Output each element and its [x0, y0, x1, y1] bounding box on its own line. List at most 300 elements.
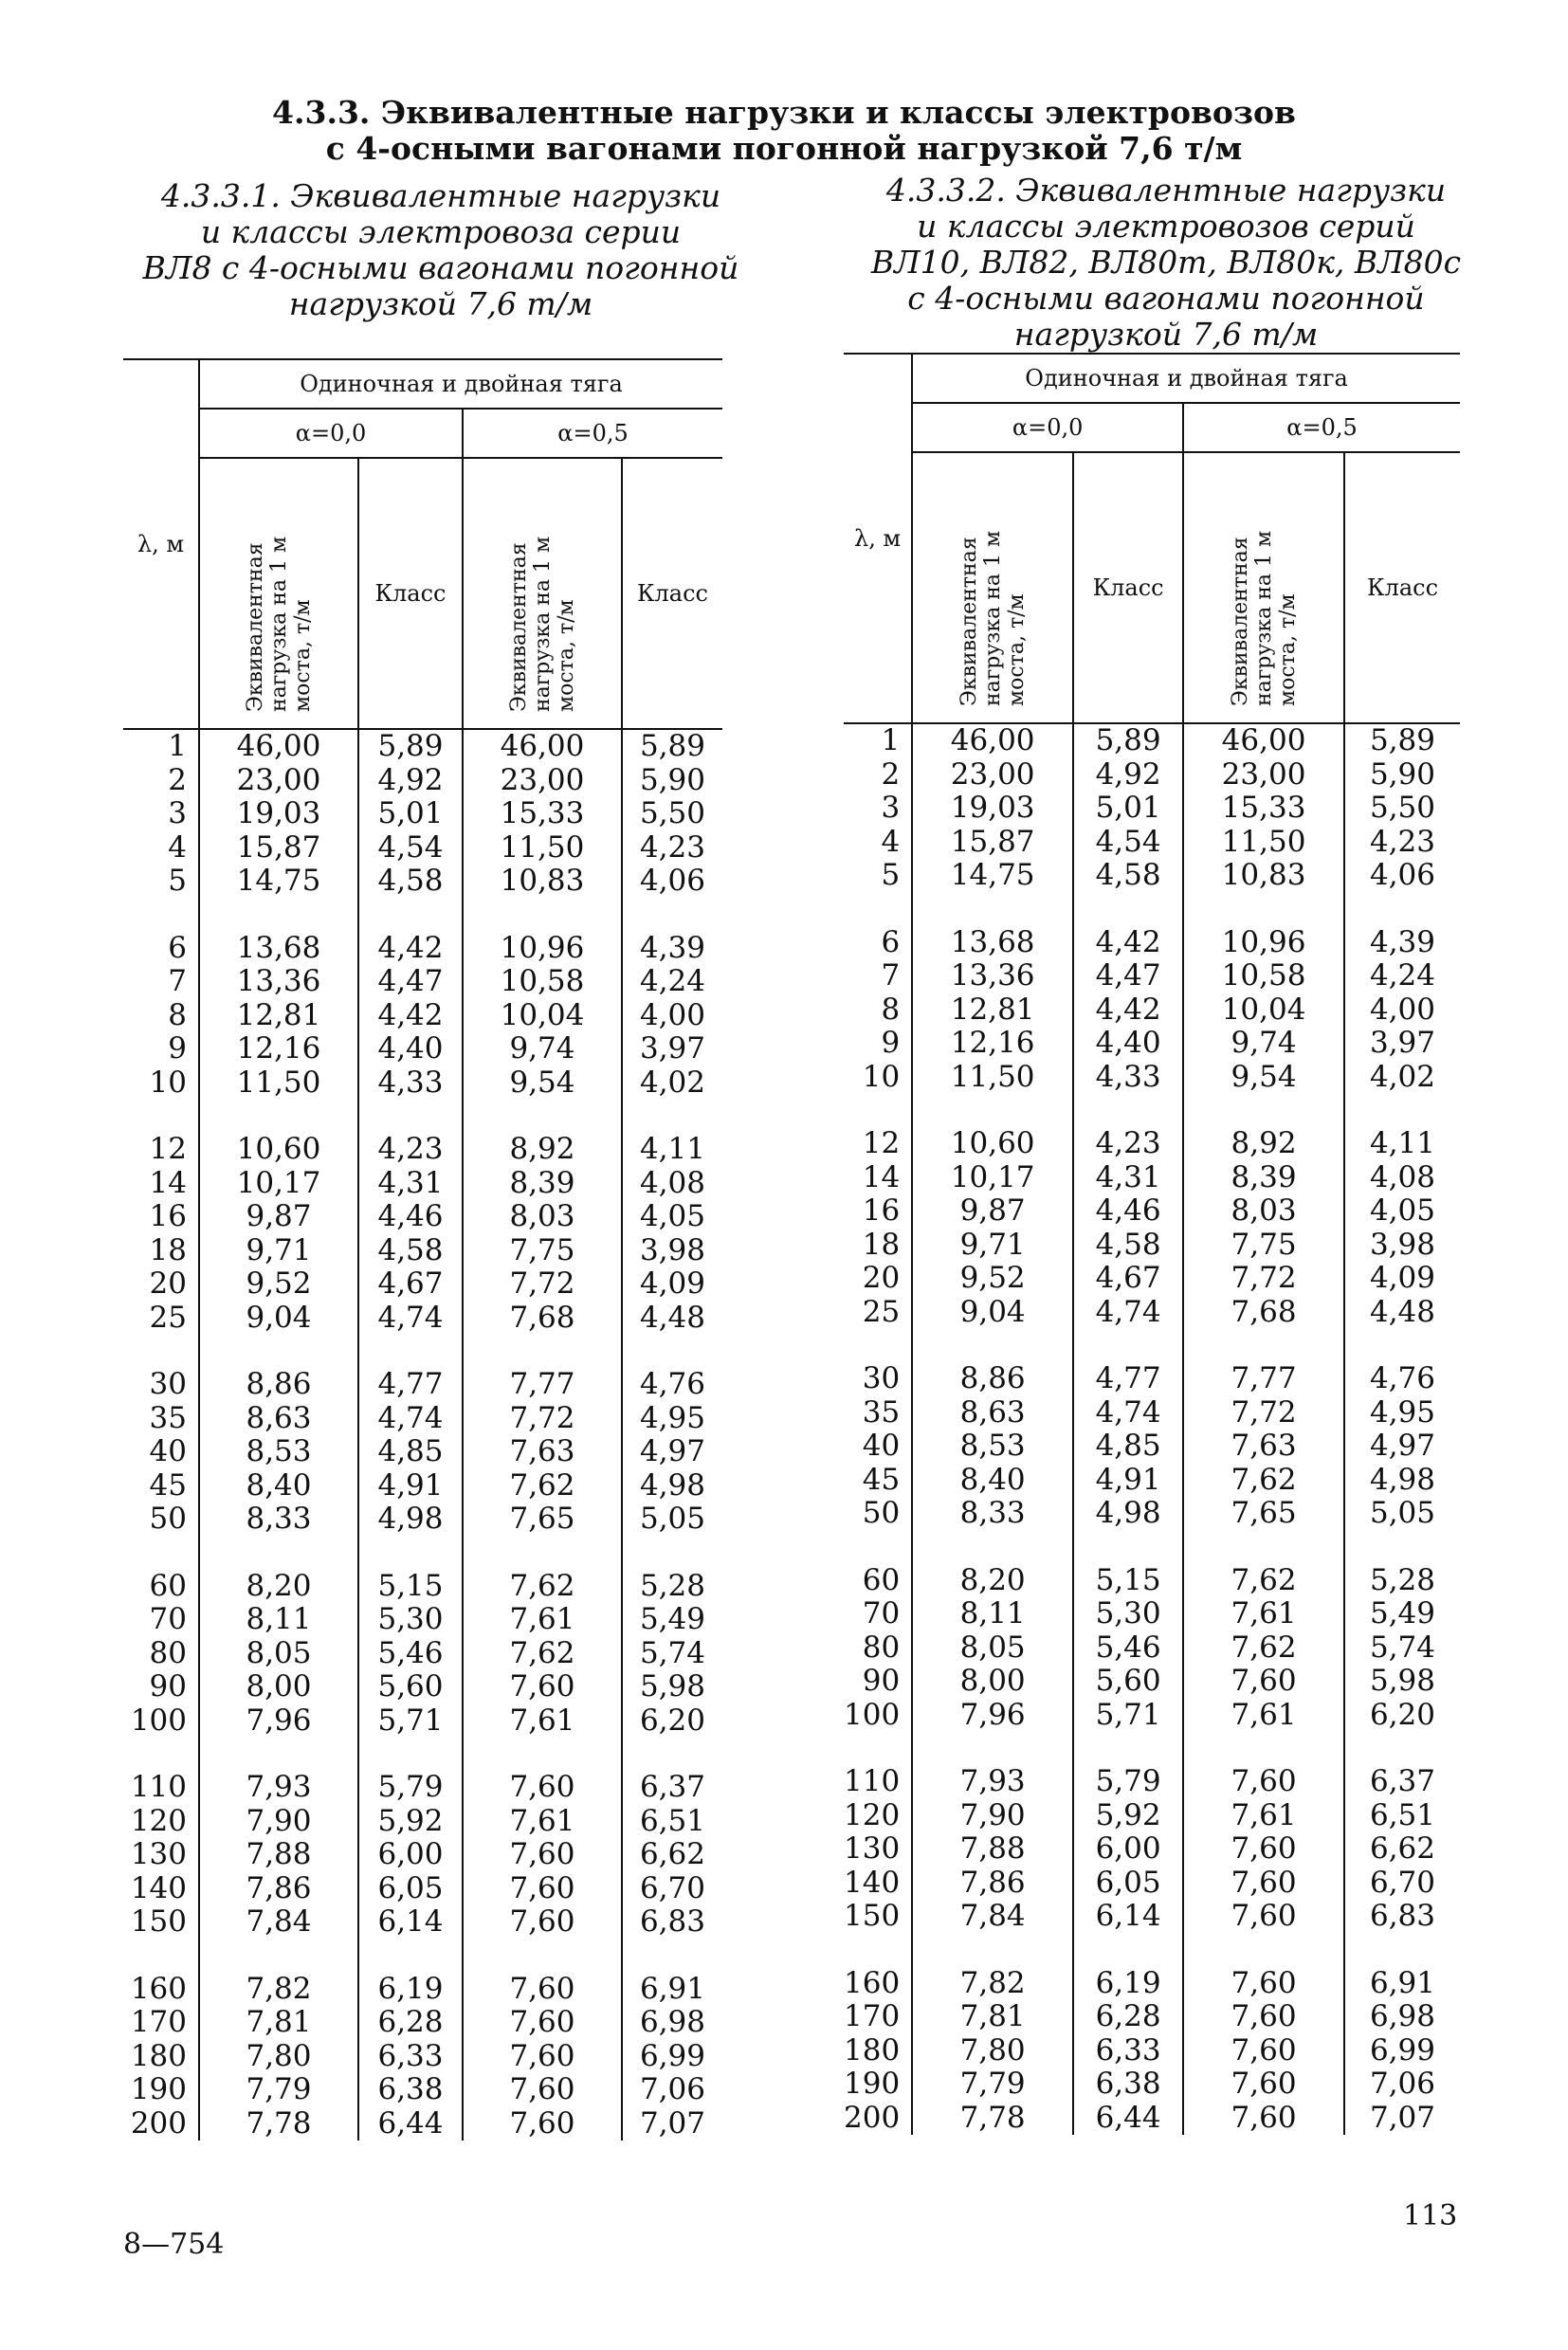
group-spacer — [844, 1934, 1460, 1967]
load-a0-cell: 7,86 — [912, 1867, 1073, 1901]
table-row — [844, 1127, 1460, 1161]
lambda-cell: 160 — [123, 1973, 199, 2007]
lambda-cell: 3 — [123, 797, 199, 831]
class-a05-cell: 5,98 — [639, 1669, 706, 1703]
load-a05-cell: 7,65 — [1183, 1497, 1344, 1531]
traction-header: Одиночная и двойная тяга — [912, 354, 1460, 403]
class-a05-cell: 6,98 — [1369, 1999, 1436, 2033]
group-spacer — [844, 1732, 1460, 1765]
class-a05-cell: 4,08 — [1369, 1159, 1436, 1194]
class-a0-cell: 5,89 — [1073, 723, 1183, 758]
lambda-cell: 140 — [123, 1872, 199, 1906]
lambda-cell: 1 — [123, 729, 199, 764]
right-subtitle-line: 4.3.3.2. Эквивалентные нагрузки — [885, 172, 1447, 209]
group-spacer — [844, 893, 1460, 926]
class-a05-cell: 4,97 — [1369, 1429, 1436, 1463]
table-row — [123, 2107, 722, 2141]
lambda-cell: 8 — [123, 999, 199, 1033]
load-a05-cell: 7,72 — [1183, 1262, 1344, 1296]
lambda-cell: 9 — [844, 1027, 912, 1061]
lambda-cell: 2 — [844, 758, 912, 792]
table-row — [123, 1503, 722, 1537]
class-a0-cell: 5,60 — [358, 1670, 463, 1704]
class-a05-cell: 4,48 — [639, 1300, 706, 1335]
table-row — [844, 1229, 1460, 1263]
class-a0-cell: 4,47 — [358, 965, 463, 999]
load-a05-cell: 8,39 — [463, 1167, 622, 1201]
load-a0-cell: 7,78 — [912, 2102, 1073, 2136]
class-a05-cell: 4,95 — [1369, 1394, 1436, 1430]
class-a0-cell: 4,74 — [1073, 1296, 1183, 1330]
class-a0-cell: 4,92 — [1073, 758, 1183, 792]
load-a05-cell: 10,96 — [463, 932, 622, 966]
group-spacer — [123, 899, 722, 932]
class-a0-cell: 6,44 — [358, 2107, 463, 2141]
table-row — [844, 1296, 1460, 1330]
table-row — [844, 1631, 1460, 1666]
load-a0-cell: 7,82 — [199, 1973, 358, 2007]
table-row — [123, 1402, 722, 1436]
table-row — [123, 2006, 722, 2040]
load-a05-cell: 7,61 — [463, 1805, 622, 1839]
left-subtitle-line: и классы электровоза серии — [200, 213, 682, 250]
class-a05-cell: 5,90 — [1369, 756, 1436, 792]
class-a0-cell: 4,98 — [358, 1503, 463, 1537]
lambda-cell: 14 — [123, 1167, 199, 1201]
load-a05-cell: 7,60 — [463, 1670, 622, 1704]
class-a0-cell: 4,40 — [358, 1032, 463, 1066]
load-a05-cell: 10,83 — [1183, 859, 1344, 893]
class-a05-cell: 5,98 — [1369, 1664, 1436, 1698]
lambda-cell: 70 — [844, 1597, 912, 1631]
load-a0-cell: 7,84 — [912, 1900, 1073, 1934]
load-a05-cell: 7,60 — [463, 2107, 622, 2141]
class-a05-cell: 6,20 — [639, 1703, 706, 1738]
load-a05-cell: 7,60 — [463, 2006, 622, 2040]
class-a0-cell: 4,23 — [1073, 1127, 1183, 1161]
class-a0-cell: 5,89 — [358, 729, 463, 764]
group-spacer — [123, 1537, 722, 1570]
class-a05-cell: 4,98 — [1369, 1462, 1436, 1497]
lambda-header: λ, м — [844, 354, 912, 723]
alpha05-header: α=0,5 — [1183, 403, 1460, 452]
table-row — [123, 965, 722, 999]
table-row — [123, 1838, 722, 1872]
table-row — [844, 1362, 1460, 1396]
lambda-cell: 130 — [123, 1838, 199, 1872]
lambda-cell: 9 — [123, 1032, 199, 1066]
class-a05-cell: 6,51 — [639, 1803, 706, 1838]
class-a05-cell: 5,28 — [1369, 1562, 1436, 1597]
load-a05-cell: 7,60 — [1183, 1967, 1344, 2001]
left-table — [123, 358, 722, 2141]
lambda-cell: 190 — [844, 2068, 912, 2102]
load-a0-cell: 15,87 — [912, 826, 1073, 860]
class-a0-cell: 5,79 — [1073, 1765, 1183, 1799]
lambda-cell: 150 — [123, 1905, 199, 1940]
table-row — [123, 1905, 722, 1940]
load-a0-cell: 8,53 — [199, 1435, 358, 1469]
lambda-cell: 20 — [123, 1267, 199, 1302]
class-a0-cell: 6,28 — [358, 2006, 463, 2040]
class-a0-cell: 4,42 — [1073, 926, 1183, 960]
lambda-cell: 120 — [123, 1805, 199, 1839]
class-a05-cell: 4,06 — [639, 864, 706, 898]
load-a0-cell: 10,60 — [912, 1127, 1073, 1161]
class-a05-cell: 4,39 — [1369, 924, 1436, 959]
lambda-cell: 2 — [123, 764, 199, 798]
class-a05-cell: 5,74 — [1369, 1630, 1436, 1665]
load-a05-cell: 7,62 — [1183, 1564, 1344, 1598]
load-a0-cell: 14,75 — [199, 865, 358, 899]
load-a05-cell: 7,62 — [1183, 1631, 1344, 1666]
class-header: Класс — [622, 458, 722, 729]
table-row — [844, 1194, 1460, 1229]
load-a05-cell: 11,50 — [1183, 826, 1344, 860]
table-row — [123, 797, 722, 831]
lambda-cell: 150 — [844, 1900, 912, 1934]
class-a05-cell: 3,97 — [1369, 1026, 1436, 1060]
class-a0-cell: 5,01 — [1073, 792, 1183, 826]
class-a05-cell: 3,97 — [639, 1031, 706, 1066]
lambda-cell: 35 — [844, 1396, 912, 1430]
class-a05-cell: 7,07 — [1369, 2100, 1436, 2135]
class-a05-cell: 4,09 — [639, 1266, 706, 1301]
load-a0-cell: 13,36 — [199, 965, 358, 999]
lambda-header: λ, м — [123, 359, 199, 729]
table-row — [123, 1066, 722, 1101]
lambda-cell: 60 — [844, 1564, 912, 1598]
load-a0-cell: 8,00 — [199, 1670, 358, 1704]
class-a0-cell: 4,91 — [358, 1469, 463, 1503]
class-a05-cell: 3,98 — [1369, 1227, 1436, 1262]
lambda-cell: 14 — [844, 1161, 912, 1195]
class-a05-cell: 5,05 — [639, 1502, 706, 1536]
load-a05-cell: 10,58 — [463, 965, 622, 999]
load-a0-cell: 9,04 — [912, 1296, 1073, 1330]
table-row — [123, 831, 722, 865]
class-a0-cell: 5,01 — [358, 797, 463, 831]
load-a05-cell: 7,61 — [463, 1704, 622, 1739]
class-a0-cell: 6,05 — [358, 1872, 463, 1906]
load-a0-cell: 7,80 — [912, 2034, 1073, 2068]
load-a0-cell: 15,87 — [199, 831, 358, 865]
section-title-line2: с 4-осными вагонами погонной нагрузкой 7,6 т/м — [325, 130, 1243, 167]
class-a05-cell: 4,76 — [639, 1367, 706, 1401]
load-a05-cell: 7,60 — [463, 2073, 622, 2107]
class-a0-cell: 4,23 — [358, 1133, 463, 1167]
class-header: Класс — [1344, 452, 1460, 723]
class-a0-cell: 6,19 — [358, 1973, 463, 2007]
table-row — [123, 932, 722, 966]
class-a0-cell: 4,74 — [1073, 1396, 1183, 1430]
load-a0-cell: 10,17 — [912, 1161, 1073, 1195]
table-row — [844, 1497, 1460, 1531]
class-a0-cell: 4,54 — [358, 831, 463, 865]
section-title-line1: 4.3.3. Эквивалентные нагрузки и классы электровозов — [272, 94, 1296, 131]
right-subtitle-line: нагрузкой 7,6 т/м — [1013, 316, 1319, 353]
group-spacer — [123, 1940, 722, 1973]
class-a05-cell: 4,02 — [1369, 1059, 1436, 1094]
class-a0-cell: 5,92 — [358, 1805, 463, 1839]
load-a0-cell: 11,50 — [199, 1066, 358, 1101]
load-a0-cell: 7,81 — [199, 2006, 358, 2040]
class-a05-cell: 4,39 — [639, 930, 706, 965]
class-a0-cell: 4,31 — [1073, 1161, 1183, 1195]
table-row — [844, 1161, 1460, 1195]
class-a0-cell: 4,92 — [358, 764, 463, 798]
lambda-cell: 35 — [123, 1402, 199, 1436]
class-a0-cell: 6,19 — [1073, 1967, 1183, 2001]
load-a0-cell: 11,50 — [912, 1061, 1073, 1095]
load-a0-cell: 8,20 — [199, 1570, 358, 1604]
lambda-cell: 50 — [123, 1503, 199, 1537]
load-a05-cell: 7,72 — [1183, 1396, 1344, 1430]
load-a05-cell: 10,58 — [1183, 959, 1344, 993]
left-subtitle — [142, 178, 739, 322]
right-subtitle-line: ВЛ10, ВЛ82, ВЛ80т, ВЛ80к, ВЛ80с — [870, 244, 1462, 281]
class-a0-cell: 6,14 — [1073, 1900, 1183, 1934]
table-row — [844, 1430, 1460, 1464]
class-a05-cell: 7,06 — [1369, 2067, 1436, 2101]
load-a05-cell: 7,60 — [1183, 2000, 1344, 2034]
table-row — [844, 959, 1460, 993]
table-row — [123, 2040, 722, 2074]
load-a0-cell: 7,79 — [199, 2073, 358, 2107]
table-row — [123, 1032, 722, 1066]
load-a05-cell: 9,54 — [463, 1066, 622, 1101]
table-row — [844, 1699, 1460, 1733]
table-row — [844, 1900, 1460, 1934]
class-a05-cell: 5,50 — [639, 796, 706, 830]
lambda-cell: 16 — [123, 1200, 199, 1234]
class-a05-cell: 4,11 — [1369, 1126, 1436, 1160]
lambda-cell: 130 — [844, 1832, 912, 1867]
class-a05-cell: 5,49 — [1369, 1596, 1436, 1630]
load-a0-cell: 7,82 — [912, 1967, 1073, 2001]
class-a05-cell: 5,90 — [639, 762, 706, 797]
class-a0-cell: 4,85 — [358, 1435, 463, 1469]
table-row — [844, 926, 1460, 960]
class-a05-cell: 6,99 — [1369, 2032, 1436, 2068]
class-a0-cell: 6,38 — [358, 2073, 463, 2107]
load-a0-cell: 12,81 — [912, 993, 1073, 1028]
class-a05-cell: 6,37 — [639, 1770, 706, 1804]
lambda-cell: 20 — [844, 1262, 912, 1296]
load-a05-cell: 15,33 — [1183, 792, 1344, 826]
class-a05-cell: 5,05 — [1369, 1496, 1436, 1530]
lambda-cell: 16 — [844, 1194, 912, 1229]
load-a0-cell: 8,40 — [912, 1464, 1073, 1498]
load-a0-cell: 7,88 — [199, 1838, 358, 1872]
class-a0-cell: 4,67 — [358, 1267, 463, 1302]
table-row — [123, 764, 722, 798]
load-a05-cell: 7,75 — [1183, 1229, 1344, 1263]
load-a05-cell: 8,03 — [463, 1200, 622, 1234]
load-a0-cell: 8,11 — [199, 1603, 358, 1637]
class-a05-cell: 4,48 — [1369, 1294, 1436, 1329]
table-row — [844, 792, 1460, 826]
table-row — [844, 2000, 1460, 2034]
load-a0-cell: 12,16 — [199, 1032, 358, 1066]
load-a0-cell: 13,68 — [199, 932, 358, 966]
class-a0-cell: 4,77 — [1073, 1362, 1183, 1396]
table-row — [844, 1867, 1460, 1901]
load-header: Эквивалентная нагрузка на 1 м моста, т/м — [463, 458, 622, 729]
load-a05-cell: 7,65 — [463, 1503, 622, 1537]
load-a0-cell: 7,90 — [912, 1799, 1073, 1833]
load-a05-cell: 46,00 — [1183, 723, 1344, 758]
load-a0-cell: 10,60 — [199, 1133, 358, 1167]
load-a0-cell: 13,68 — [912, 926, 1073, 960]
load-a0-cell: 7,80 — [199, 2040, 358, 2074]
class-a0-cell: 5,79 — [358, 1771, 463, 1805]
class-a0-cell: 6,38 — [1073, 2068, 1183, 2102]
load-a0-cell: 8,63 — [199, 1402, 358, 1436]
lambda-cell: 80 — [844, 1631, 912, 1666]
lambda-cell: 50 — [844, 1497, 912, 1531]
group-spacer — [123, 1738, 722, 1771]
load-a0-cell: 23,00 — [199, 764, 358, 798]
table-row — [844, 993, 1460, 1028]
load-a0-cell: 8,00 — [912, 1665, 1073, 1699]
lambda-cell: 12 — [123, 1133, 199, 1167]
class-a05-cell: 5,49 — [639, 1602, 706, 1636]
lambda-cell: 10 — [844, 1061, 912, 1095]
load-a0-cell: 23,00 — [912, 758, 1073, 792]
load-a05-cell: 8,92 — [463, 1133, 622, 1167]
lambda-cell: 70 — [123, 1603, 199, 1637]
class-a0-cell: 4,58 — [1073, 859, 1183, 893]
right-table — [844, 353, 1460, 2135]
class-a05-cell: 4,11 — [639, 1132, 706, 1166]
group-spacer — [844, 1329, 1460, 1362]
table-row — [844, 1665, 1460, 1699]
lambda-cell: 110 — [123, 1771, 199, 1805]
load-a0-cell: 9,04 — [199, 1302, 358, 1336]
lambda-cell: 18 — [123, 1234, 199, 1268]
load-a0-cell: 19,03 — [199, 797, 358, 831]
load-header: Эквивалентная нагрузка на 1 м моста, т/м — [1183, 452, 1344, 723]
lambda-cell: 1 — [844, 723, 912, 758]
class-a0-cell: 6,00 — [1073, 1832, 1183, 1867]
table-row — [123, 1267, 722, 1302]
lambda-cell: 45 — [844, 1464, 912, 1498]
group-spacer — [123, 1335, 722, 1368]
class-a05-cell: 4,76 — [1369, 1361, 1436, 1395]
class-a0-cell: 5,46 — [358, 1637, 463, 1671]
class-a0-cell: 4,85 — [1073, 1430, 1183, 1464]
lambda-cell: 40 — [844, 1430, 912, 1464]
lambda-cell: 10 — [123, 1066, 199, 1101]
class-a05-cell: 6,51 — [1369, 1797, 1436, 1832]
lambda-cell: 90 — [123, 1670, 199, 1704]
load-a05-cell: 9,54 — [1183, 1061, 1344, 1095]
load-a05-cell: 11,50 — [463, 831, 622, 865]
lambda-cell: 100 — [844, 1699, 912, 1733]
load-a0-cell: 7,93 — [199, 1771, 358, 1805]
load-a05-cell: 7,72 — [463, 1402, 622, 1436]
class-a05-cell: 6,37 — [1369, 1764, 1436, 1798]
load-a0-cell: 7,81 — [912, 2000, 1073, 2034]
class-a05-cell: 5,89 — [639, 729, 706, 763]
load-a05-cell: 8,03 — [1183, 1194, 1344, 1229]
load-a05-cell: 10,96 — [1183, 926, 1344, 960]
table-row — [123, 1603, 722, 1637]
lambda-cell: 25 — [844, 1296, 912, 1330]
table-row — [123, 1234, 722, 1268]
table-row — [844, 1027, 1460, 1061]
lambda-cell: 120 — [844, 1799, 912, 1833]
load-a05-cell: 7,68 — [1183, 1296, 1344, 1330]
table-row — [844, 723, 1460, 758]
table-row — [123, 1771, 722, 1805]
right-subtitle-line: с 4-осными вагонами погонной — [907, 280, 1425, 317]
load-a05-cell: 7,61 — [463, 1603, 622, 1637]
table-row — [844, 1396, 1460, 1430]
load-a05-cell: 7,60 — [1183, 1867, 1344, 1901]
load-a05-cell: 7,68 — [463, 1302, 622, 1336]
class-a05-cell: 7,07 — [639, 2105, 706, 2141]
load-a05-cell: 7,60 — [463, 1771, 622, 1805]
table-row — [123, 1670, 722, 1704]
lambda-cell: 40 — [123, 1435, 199, 1469]
load-a0-cell: 19,03 — [912, 792, 1073, 826]
load-a0-cell: 7,90 — [199, 1805, 358, 1839]
class-a05-cell: 5,89 — [1369, 723, 1436, 757]
load-a05-cell: 7,62 — [463, 1469, 622, 1503]
left-subtitle-line: ВЛ8 с 4-осными вагонами погонной — [142, 249, 739, 286]
table-row — [123, 1570, 722, 1604]
class-a0-cell: 4,33 — [1073, 1061, 1183, 1095]
class-a0-cell: 6,33 — [1073, 2034, 1183, 2068]
table-row — [844, 2034, 1460, 2068]
load-a05-cell: 7,61 — [1183, 1597, 1344, 1631]
class-a0-cell: 4,74 — [358, 1302, 463, 1336]
page-number: 113 — [1403, 2199, 1458, 2232]
load-a0-cell: 13,36 — [912, 959, 1073, 993]
lambda-cell: 160 — [844, 1967, 912, 2001]
class-a05-cell: 6,70 — [639, 1870, 706, 1905]
lambda-cell: 12 — [844, 1127, 912, 1161]
class-a0-cell: 4,42 — [358, 999, 463, 1033]
alpha05-header: α=0,5 — [463, 409, 722, 458]
table-row — [844, 1061, 1460, 1095]
lambda-cell: 4 — [123, 831, 199, 865]
alpha0-header: α=0,0 — [912, 403, 1183, 452]
class-a0-cell: 4,33 — [358, 1066, 463, 1101]
lambda-cell: 7 — [844, 959, 912, 993]
lambda-cell: 200 — [123, 2107, 199, 2141]
table-row — [844, 2102, 1460, 2136]
class-a05-cell: 6,62 — [639, 1837, 706, 1871]
class-a0-cell: 6,05 — [1073, 1867, 1183, 1901]
table-row — [123, 1435, 722, 1469]
lambda-cell: 6 — [123, 932, 199, 966]
class-a05-cell: 5,50 — [1369, 791, 1436, 825]
class-a0-cell: 6,33 — [358, 2040, 463, 2074]
load-header: Эквивалентная нагрузка на 1 м моста, т/м — [199, 458, 358, 729]
table-row — [123, 1302, 722, 1336]
load-a0-cell: 8,86 — [912, 1362, 1073, 1396]
load-a05-cell: 15,33 — [463, 797, 622, 831]
load-a05-cell: 46,00 — [463, 729, 622, 764]
load-a0-cell: 14,75 — [912, 859, 1073, 893]
load-a05-cell: 7,60 — [1183, 2068, 1344, 2102]
table-row — [844, 859, 1460, 893]
load-a0-cell: 9,52 — [912, 1262, 1073, 1296]
lambda-cell: 180 — [123, 2040, 199, 2074]
